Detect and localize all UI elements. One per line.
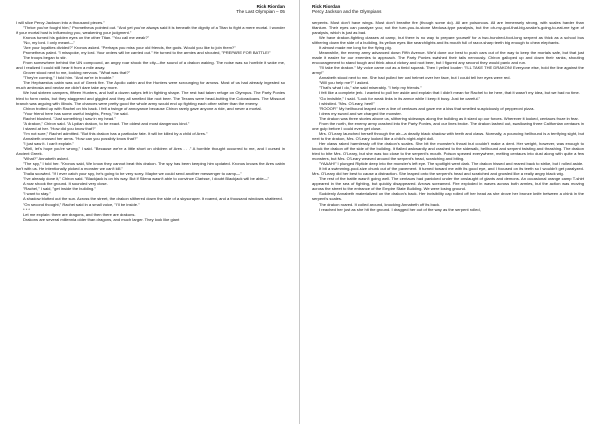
paragraph: "Go invisible," I said. "Look for weak links in its armor while I keep it busy. Just be careful." [319,95,481,101]
paragraph: I drew my sword and we charged the monster. [319,110,402,116]
paragraph: I whistled. "Mrs. O'Leary, heel!" [319,100,375,106]
paragraph: Kronos turned his golden eyes on the other Titan. "You call me weak?" [23,34,150,40]
paragraph: "Rachel," I said, "get inside the building." [23,186,96,192]
right-page-header [312,4,584,15]
paragraph: "Are your loyalties divided?" Kronos asked. "Perhaps you miss your old friends, the gods. Would you like to join them?" [23,45,236,51]
paragraph: I stared at her. "How did you know that?" [23,125,96,131]
paragraph: Meanwhile, the enemy army advanced down Fifth Avenue. We'd done our best to push cars out of the way to keep the mortals safe, but that just made it easier for our enemies to approach. The Party Ponies swished their tails nervously. Chiron galloped up and down their ranks, shouting encouragement to stand tough and think about victory and root beer, but I figured any second they would panic and run. [312,50,584,66]
left-page-header [16,4,285,15]
paragraph: serpents. Most don't have wings. Most don't breathe fire (though some do). All are poisonous. All are immensely strong, with scales harder than titanium. Their eyes can paralyze you; not the turn-you-to-stone Medusa-type paralysis, but the oh-my-god-that-big-snake's-going-to-eat-me type of paralysis, which is just as bad. [312,19,584,35]
right-header-title: Percy Jackson and the Olympians [312,9,382,15]
paragraph: Suddenly Annabeth materialized on the drakon's back. Her invisibility cap rolled off her head as she drove her bronze knife between a chink in the serpent's scales. [312,191,584,202]
paragraph: "That's what I do," she said miserably. "I help my friends." [319,85,422,91]
paragraph: Drakons are several millennia older than dragons, and much larger. They look like giant [23,216,180,222]
paragraph: "I just saw it. I can't explain." [23,140,74,146]
paragraph: "The spy," I told her. "Kronos said, We know they cannot beat this drakon. The spy has been keeping him updated. Kronos knows the Ares cabin isn't with us. He intentionally picked a monster we can't kill." [16,161,285,172]
right-page [300,0,600,424]
paragraph: The rest of the battle wasn't going well. The centaurs had panicked under the onslaught of giants and demons. An occasional orange camp T-shirt appeared in the sea of fighting, but quickly disappeared. Arrows screamed. Fire exploded in waves across both armies, but the action was moving across the street to the entrance of the Empire State Building. We were losing ground. [312,176,584,192]
paragraph: "What?" Annabeth asked. [23,156,69,162]
paragraph: "They're coming," I told him. "And we're in trouble." [23,75,114,81]
paragraph: I will slice Percy Jackson into a thousand pieces." [16,19,105,25]
paragraph: The Hephaestus cabin was out of Greek fire. The Apollo cabin and the Hunters were scrounging for arrows. Most of us had already ingested so much ambrosia and nectar we didn't dare take any more. [16,80,285,91]
paragraph: "On second thought," Rachel said in a small voice, "I'll be inside." [23,201,140,207]
paragraph: "No, my lord. I only meant—" [23,40,75,45]
paragraph: Chiron trotted up with Rachel on his back. I felt a twinge of annoyance because Chiron rarely gave anyone a ride, and never a mortal. [23,105,262,111]
paragraph: "I want to stay." [23,191,51,197]
paragraph: Grover stood next to me, looking nervous. "What was that?" [23,70,131,76]
paragraph: Annabeth stood next to me. She had pulled her owl helmet over her face, but I could tell her eyes were red. [319,75,511,81]
paragraph: "Thrice you've fought him," Prometheus pointed out. "And yet you've always said it is beneath the dignity of a Titan to fight a mere mortal. I wonder if your mortal host is influencing you, weakening your judgment." [16,24,285,35]
paragraph: We had sixteen campers, fifteen Hunters, and half a dozen satyrs left in fighting shape. The rest had taken refuge on Olympus. The Party Ponies tried to form ranks, but they staggered and giggled and they all smelled like root beer. The Texans were head-butting the Coloradoans. The Missouri branch was arguing with Illinois. The chances were pretty good the whole army would end up fighting each other rather than the enemy. [16,90,285,106]
paragraph: The drakon roared. It coiled around, knocking Annabeth off its back. [319,201,441,207]
paragraph: "YAAAH!" I plunged Riptide deep into the monster's left eye. The spotlight went dark. The drakon hissed and reared back to strike, but I rolled aside. [319,161,584,167]
paragraph: Her claws raked harmlessly off the drakon's scales. She bit the monster's throat but couldn't make a dent. Her weight, however, was enough to knock the drakon off the side of the building. It flailed awkwardly and crashed to the sidewalk, hellhound and serpent twisting and thrashing. The drakon tried to bite Mrs. O'Leary, but she was too close to the serpent's mouth. Poison spewed everywhere, melting centaurs into dust along with quite a few monsters, but Mrs. O'Leary weaved around the serpent's head, scratching and biting. [312,140,584,162]
paragraph: I felt like a complete jerk. I wanted to pull her aside and explain that I didn't mean for Rachel to be here, that it wasn't my idea, but we had no time. [319,90,580,96]
paragraph: "Well, let's hope you're wrong," I said. "Because we're a little short on children of Ares . . ." A horrible thought occurred to me, and I cursed in Ancient Greek. [16,145,285,157]
paragraph: A roar shook the ground. It sounded very close. [23,181,108,187]
paragraph: It bit a swimming-pool-size chunk out of the pavement. It turned toward me with its good eye, and I focused on its teeth so I wouldn't get paralyzed. Mrs. O'Leary did her best to cause a distraction. She leaped onto the serpent's head and scratched and growled like a really angry black wig. [312,166,584,177]
right-page-body [312,20,584,212]
paragraph: "Your friend here has some useful insights, Percy," he said. [23,110,129,116]
paragraph: "I'll take the drakon." My voice came out as a timid squeak. Then I yelled louder: "I'LL TAKE THE DRAKON! Everyone else, hold the line against the army!" [312,65,584,76]
left-header-author: Rick Riordan [256,4,285,9]
paragraph: It almost made me long for the flying pig. [319,45,392,51]
paragraph: Mrs. O'Leary launched herself through the air—a deadly black shadow with teeth and claws. Normally, a pouncing hellhound is a terrifying sight, but next to the drakon, Mrs. O'Leary looked like a child's night-night doll. [312,130,584,141]
paragraph: "I've already done it," Chiron said. "Blackjack is on his way. But if Silena wasn't able to convince Clarisse, I doubt Blackjack will be able—" [23,176,270,182]
paragraph: "A drakon," Chiron said. "A Lydian drakon, to be exact. The oldest and most dangerous kind." [23,120,190,126]
paragraph: Prometheus paled. "I misspoke, my lord. Your orders will be carried out." He turned to the armies and shouted, "PREPARE FOR BATTLE!" [23,50,271,56]
right-header-author: Rick Riordan [312,4,341,9]
paragraph: The troops began to stir. [23,55,67,61]
paragraph: From somewhere behind the UN compound, an angry roar shook the city—the sound of a drakon waking. The noise was so horrible it woke me, and I realized I could still hear it from a mile away. [16,60,285,71]
paragraph: Thalia scowled. "If I ever catch your spy, he's going to be very sorry. Maybe we could send another messenger to camp—" [23,171,242,177]
paragraph: We have drakon-fighting classes at camp, but there is no way to prepare yourself for a two-hundred-foot-long serpent as thick as a school bus slithering down the side of a building, its yellow eyes like searchlights and its mouth full of razor-sharp teeth big enough to chew elephants. [312,34,584,45]
paragraph: Rachel blushed. "Just something I saw in my head." [23,115,116,121]
paragraph: "ROOOF!" My hellhound leaped over a line of centaurs and gave me a kiss that smelled suspiciously of pepperoni pizza. [319,105,535,111]
paragraph: "Will you help me?" I asked. [319,80,370,86]
paragraph: "I'm not sure," Rachel admitted. "But this drakon has a particular fate. It will be killed by a child of Ares." [23,130,208,136]
paragraph: I reached her just as she hit the ground. I dragged her out of the way as the serpent rolled, [319,206,481,212]
paragraph: Annabeth crossed her arms. "How can you possibly know that?" [23,135,138,141]
paragraph: The drakon was three stories above us, slithering sideways along the building as it sized up our forces. Wherever it looked, centaurs froze in fear. [319,115,579,121]
paragraph: From the north, the enemy army crashed into the Party Ponies, and our lines broke. The drakon lashed out, swallowing three Californian centaurs in one gulp before I could even get close. [312,120,584,131]
left-page-body [16,20,285,222]
paragraph: A shadow blotted out the sun. Across the street, the drakon slithered down the side of a skyscraper. It roared, and a thousand windows shattered. [23,196,283,202]
paragraph: Let me explain: there are dragons, and then there are drakons. [23,211,136,217]
paragraph: * * * [23,206,30,212]
left-header-title: The Last Olympian – 05 [236,9,285,15]
